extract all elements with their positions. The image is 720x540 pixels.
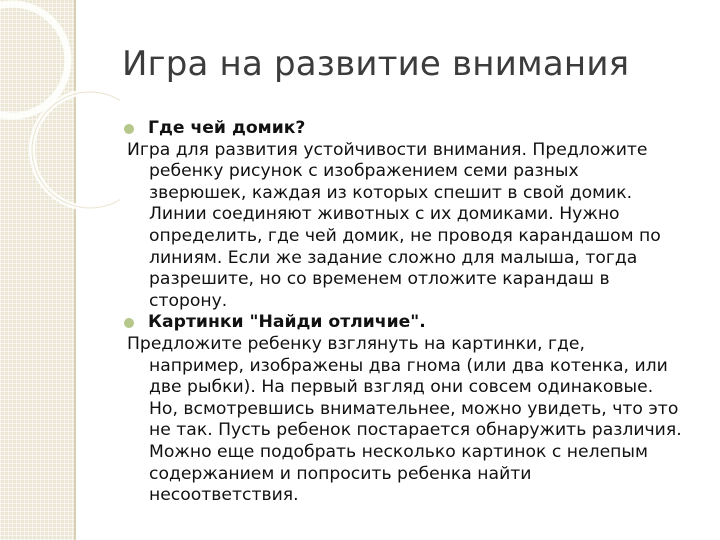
paragraph-line: разрешите, но со временем отложите карандаш в xyxy=(149,269,610,290)
paragraph-line: определить, где чей домик, не проводя карандашом по xyxy=(149,225,661,246)
bullet-label: Картинки "Найди отличие". xyxy=(148,312,426,333)
slide-content xyxy=(127,118,707,507)
paragraph-attention-game xyxy=(127,140,707,313)
bullet-dot-icon xyxy=(124,124,134,134)
bullet-dot-icon xyxy=(124,318,134,328)
paragraph-line: Можно еще подобрать несколько картинок с нелепым xyxy=(149,441,648,462)
paragraph-line: Но, всмотревшись внимательнее, можно увидеть, что это xyxy=(149,398,679,419)
paragraph-line: две рыбки). На первый взгляд они совсем одинаковые. xyxy=(149,377,654,398)
paragraph-line: зверюшек, каждая из которых спешит в свой домик. xyxy=(149,182,633,203)
paragraph-line: не так. Пусть ребенок постарается обнаружить различия. xyxy=(149,420,682,441)
paragraph-line: Линии соединяют животных с их домиками. Нужно xyxy=(149,204,620,225)
paragraph-line: например, изображены два гнома (или два котенка, или xyxy=(149,355,668,376)
paragraph-line: несоответствия. xyxy=(149,485,299,506)
paragraph-body xyxy=(127,161,707,312)
bullet-item-where-house xyxy=(124,118,707,140)
paragraph-first-line: Игра для развития устойчивости внимания. Предложите xyxy=(127,139,648,160)
bullet-item-find-difference xyxy=(124,312,707,334)
slide-title: Игра на развитие внимания xyxy=(122,44,630,84)
paragraph-line: ребенку рисунок с изображением семи разных xyxy=(149,161,579,182)
paragraph-line: линиям. Если же задание сложно для малыша, тогда xyxy=(149,247,638,268)
paragraph-line: сторону. xyxy=(149,290,228,311)
decorative-circles xyxy=(0,0,120,260)
paragraph-line: содержанием и попросить ребенка найти xyxy=(149,463,532,484)
paragraph-body xyxy=(127,356,707,507)
paragraph-find-difference xyxy=(127,334,707,507)
bullet-label: Где чей домик? xyxy=(148,118,306,138)
paragraph-first-line: Предложите ребенку взглянуть на картинки, где, xyxy=(127,333,585,354)
